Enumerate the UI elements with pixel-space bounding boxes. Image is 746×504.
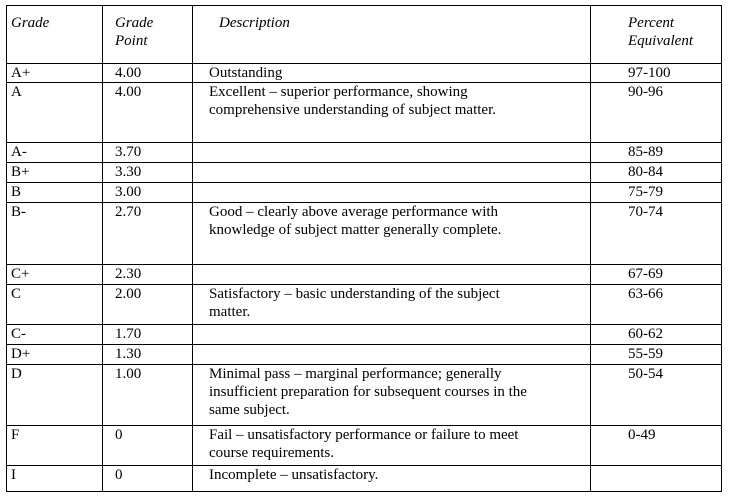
- header-row: [7, 6, 722, 64]
- description-cell: [193, 64, 591, 83]
- header-grade: Grade: [7, 6, 103, 64]
- header-grade-point-line-1: Grade: [115, 15, 154, 31]
- percent-equivalent-cell: 97-100: [591, 64, 722, 83]
- description-line: insufficient preparation for subsequent courses in the: [209, 384, 527, 400]
- header-grade-point-line-2: Point: [115, 33, 148, 49]
- description-cell: [193, 365, 591, 426]
- table-row: [7, 163, 722, 183]
- header-percent-line-2: Equivalent: [628, 33, 693, 49]
- table-row: [7, 183, 722, 203]
- table-row: [7, 83, 722, 143]
- grade-point-cell: 0: [103, 466, 193, 492]
- grading-scale-table: [6, 5, 722, 492]
- description-cell: [193, 325, 591, 345]
- grade-cell: A: [7, 83, 103, 143]
- grade-point-cell: 2.30: [103, 265, 193, 285]
- grade-point-cell: 4.00: [103, 83, 193, 143]
- description-line: course requirements.: [209, 445, 334, 461]
- header-grade-point: [103, 6, 193, 64]
- table-row: [7, 143, 722, 163]
- grade-point-cell: 4.00: [103, 64, 193, 83]
- description-cell: [193, 163, 591, 183]
- percent-equivalent-cell: 0-49: [591, 426, 722, 466]
- description-line: Outstanding: [209, 65, 283, 81]
- description-cell: [193, 83, 591, 143]
- table-row: [7, 466, 722, 492]
- table-row: [7, 325, 722, 345]
- grade-cell: C-: [7, 325, 103, 345]
- description-cell: [193, 143, 591, 163]
- percent-equivalent-cell: 55-59: [591, 345, 722, 365]
- description-line: Fail – unsatisfactory performance or failure to meet: [209, 427, 519, 443]
- description-cell: [193, 183, 591, 203]
- description-cell: [193, 466, 591, 492]
- description-cell: [193, 265, 591, 285]
- grade-point-cell: 3.00: [103, 183, 193, 203]
- description-line: Minimal pass – marginal performance; generally: [209, 366, 502, 382]
- grade-cell: B: [7, 183, 103, 203]
- table-row: [7, 345, 722, 365]
- grade-cell: A+: [7, 64, 103, 83]
- grade-cell: B+: [7, 163, 103, 183]
- table-row: [7, 426, 722, 466]
- grade-point-cell: 3.30: [103, 163, 193, 183]
- description-line: same subject.: [209, 402, 290, 418]
- grade-cell: C+: [7, 265, 103, 285]
- table-row: [7, 64, 722, 83]
- description-line: Incomplete – unsatisfactory.: [209, 467, 379, 483]
- percent-equivalent-cell: 60-62: [591, 325, 722, 345]
- grade-cell: D+: [7, 345, 103, 365]
- grade-cell: D: [7, 365, 103, 426]
- description-line: knowledge of subject matter generally complete.: [209, 222, 502, 238]
- percent-equivalent-cell: 70-74: [591, 203, 722, 265]
- percent-equivalent-cell: 85-89: [591, 143, 722, 163]
- description-line: comprehensive understanding of subject matter.: [209, 102, 496, 118]
- description-cell: [193, 345, 591, 365]
- header-description: Description: [193, 6, 591, 64]
- percent-equivalent-cell: 50-54: [591, 365, 722, 426]
- table-row: [7, 285, 722, 325]
- percent-equivalent-cell: 63-66: [591, 285, 722, 325]
- percent-equivalent-cell: [591, 466, 722, 492]
- table-row: [7, 365, 722, 426]
- header-percent-equivalent: [591, 6, 722, 64]
- percent-equivalent-cell: 67-69: [591, 265, 722, 285]
- description-cell: [193, 426, 591, 466]
- description-cell: [193, 285, 591, 325]
- grade-point-cell: 0: [103, 426, 193, 466]
- description-line: Good – clearly above average performance with: [209, 204, 499, 220]
- header-percent-line-1: Percent: [628, 15, 675, 31]
- grade-cell: I: [7, 466, 103, 492]
- table-body: [7, 64, 722, 492]
- percent-equivalent-cell: 80-84: [591, 163, 722, 183]
- percent-equivalent-cell: 90-96: [591, 83, 722, 143]
- grade-point-cell: 3.70: [103, 143, 193, 163]
- description-cell: [193, 203, 591, 265]
- grade-cell: F: [7, 426, 103, 466]
- description-line: Excellent – superior performance, showing: [209, 84, 468, 100]
- grade-point-cell: 2.70: [103, 203, 193, 265]
- grade-point-cell: 1.70: [103, 325, 193, 345]
- description-line: matter.: [209, 304, 251, 320]
- grade-cell: C: [7, 285, 103, 325]
- grade-point-cell: 2.00: [103, 285, 193, 325]
- grade-point-cell: 1.00: [103, 365, 193, 426]
- grade-cell: B-: [7, 203, 103, 265]
- description-line: Satisfactory – basic understanding of the subject: [209, 286, 500, 302]
- table-row: [7, 203, 722, 265]
- table-row: [7, 265, 722, 285]
- grade-point-cell: 1.30: [103, 345, 193, 365]
- percent-equivalent-cell: 75-79: [591, 183, 722, 203]
- grade-cell: A-: [7, 143, 103, 163]
